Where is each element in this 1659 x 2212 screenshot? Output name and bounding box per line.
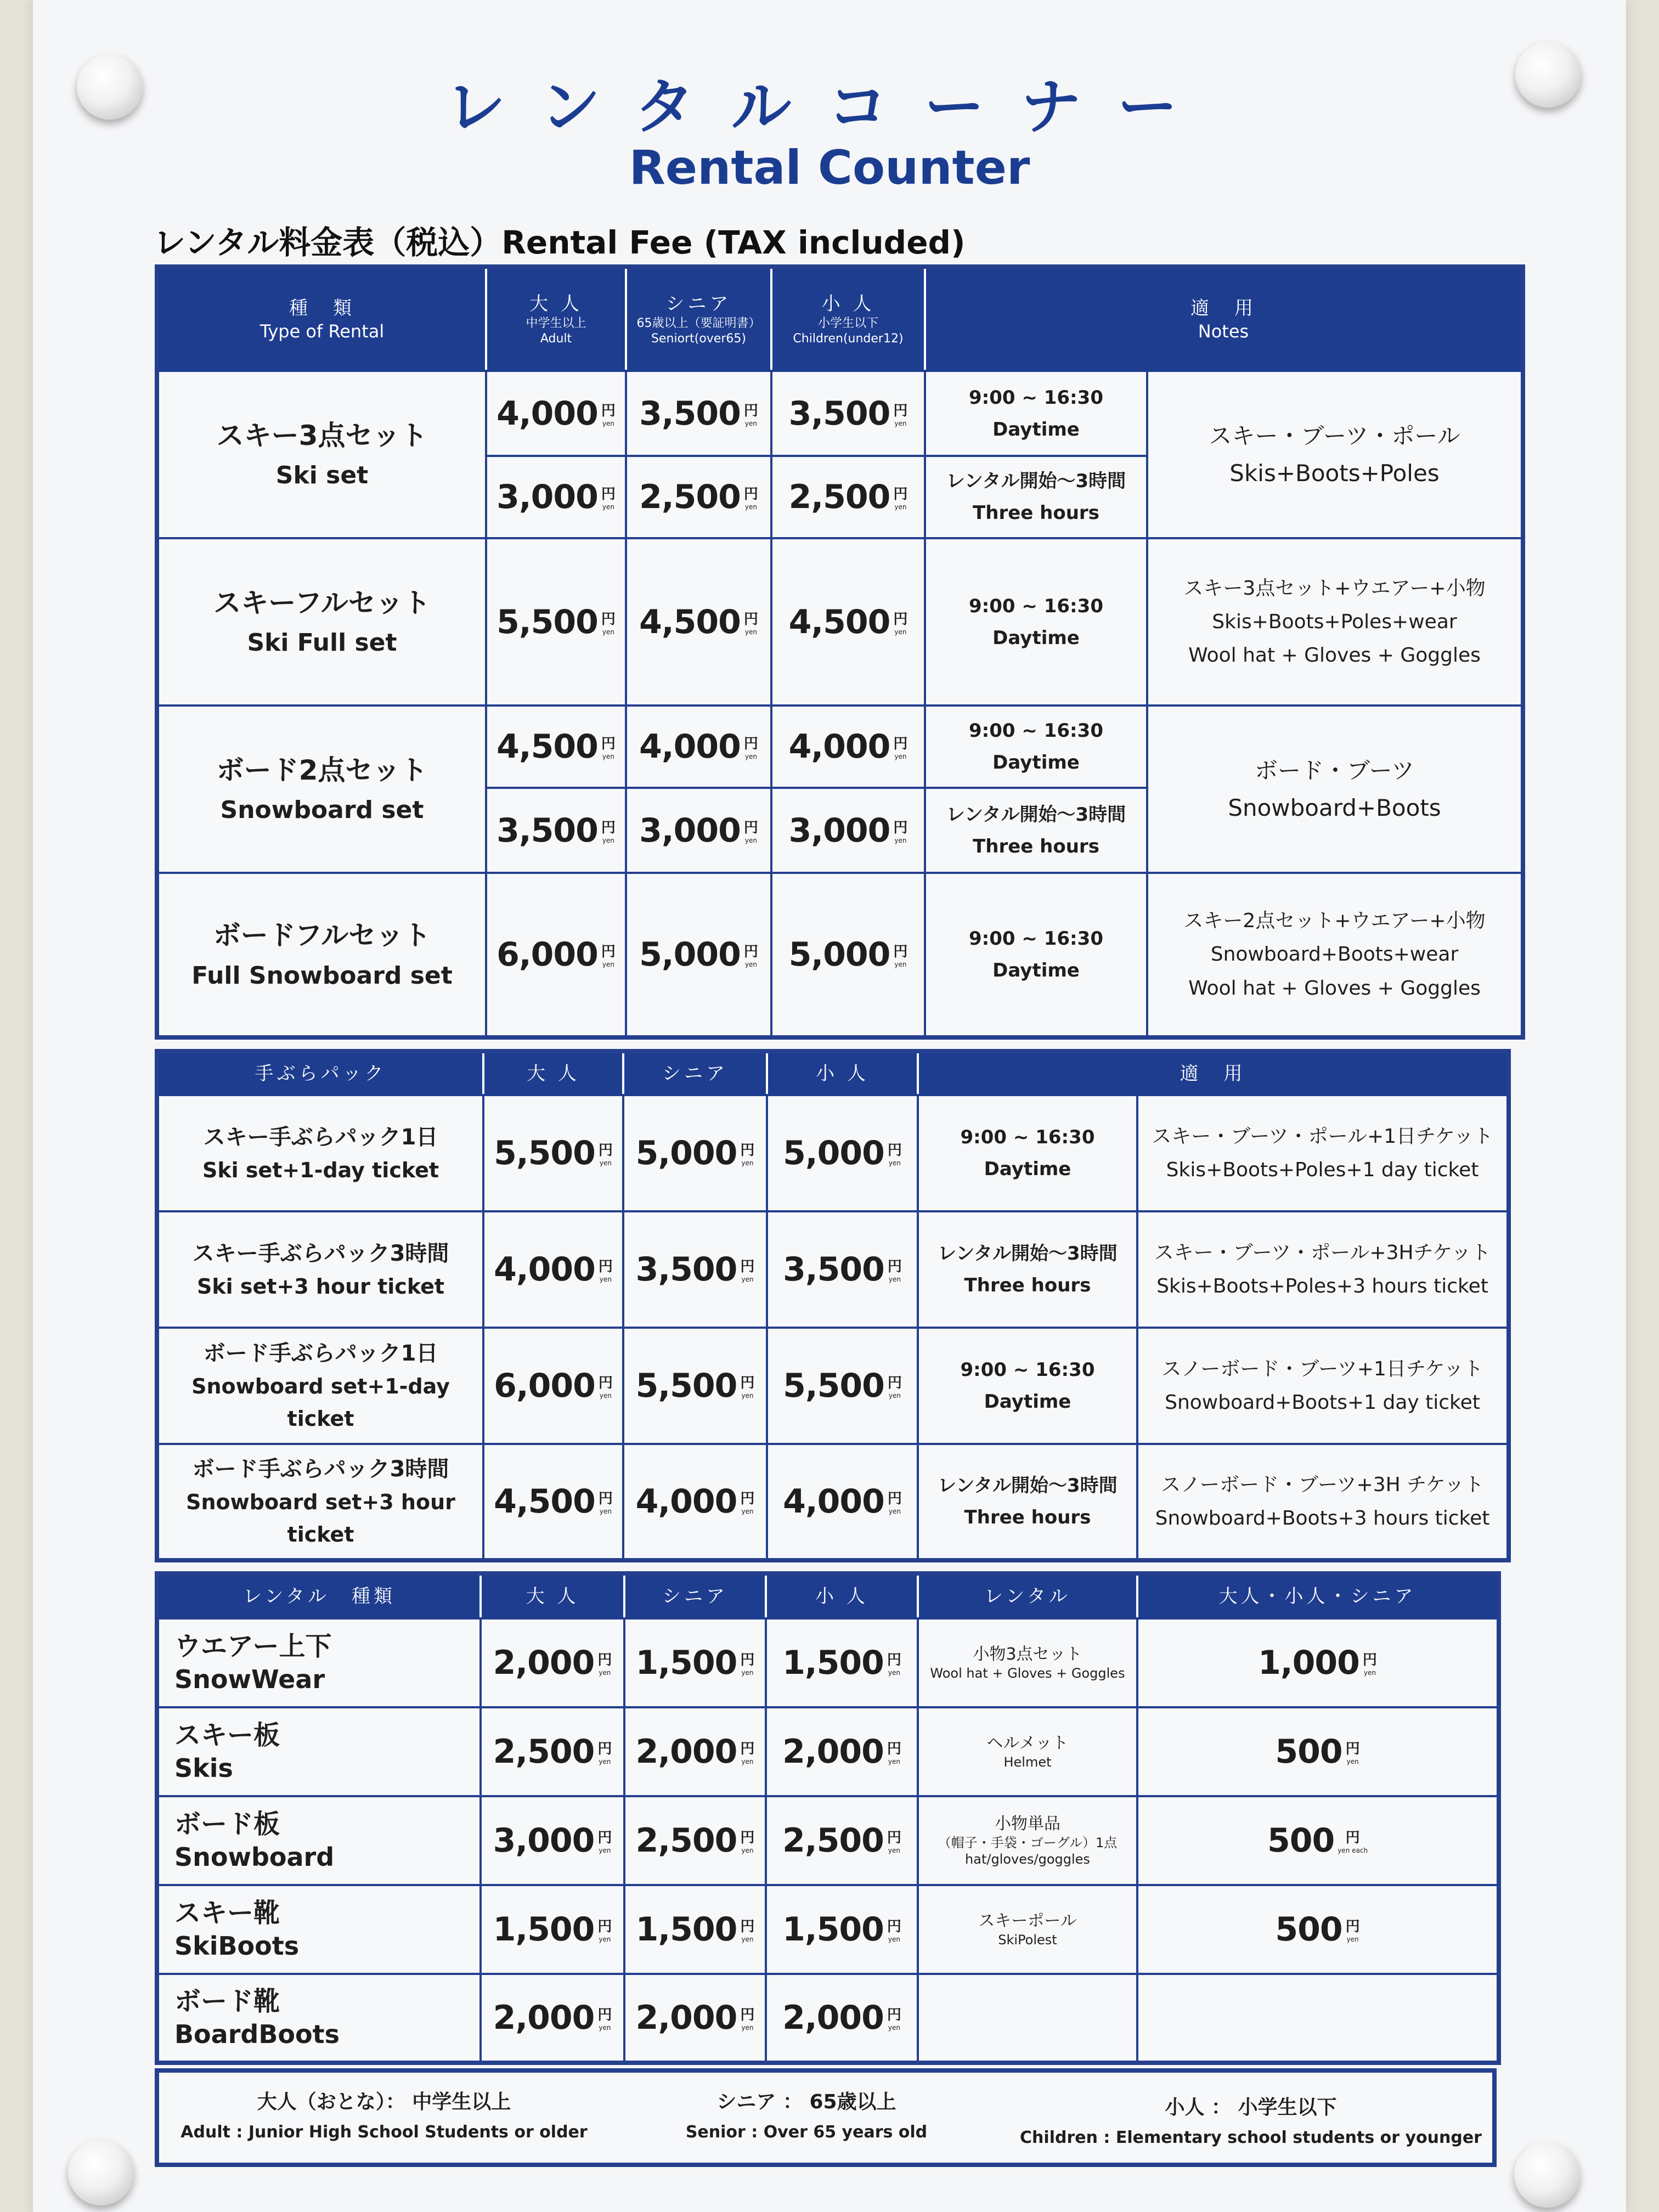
pin-bottom-right (1514, 2142, 1580, 2208)
item-type: ボード板 Snowboard (157, 1796, 481, 1885)
empty-cell (1137, 1974, 1499, 2063)
price-senior: 5,500 円 yen (623, 1328, 767, 1444)
rental-fee-table (155, 264, 1525, 1040)
row-ski-full-set-type: スキーフルセット Ski Full set (157, 538, 486, 706)
header-children: 小 人 (767, 1051, 918, 1095)
price-children: 2,500 円 yen (766, 1796, 918, 1885)
price-senior: 2,000 円 yen (624, 1974, 766, 2063)
header-adult: 大 人 (481, 1573, 624, 1618)
header-senior: シニア (624, 1573, 766, 1618)
accessory-price: 500 円 yen (1137, 1707, 1499, 1796)
price-senior: 3,000 円 yen (626, 788, 771, 873)
accessory-name: スキーポール SkiPolest (918, 1885, 1137, 1974)
notes-cell: スキー・ブーツ・ポール Skis+Boots+Poles (1147, 371, 1523, 538)
header-type: 手ぶらパック (157, 1051, 483, 1095)
time-cell: 9:00 ~ 16:30 Daytime (918, 1095, 1137, 1211)
header-type: 種 類 Type of Rental (157, 267, 486, 371)
price-senior: 2,500 円 yen (626, 456, 771, 538)
package-type: ボード手ぶらパック1日 Snowboard set+1-day ticket (157, 1328, 483, 1444)
time-cell: 9:00 ~ 16:30 Daytime (918, 1328, 1137, 1444)
price-adult: 5,500 円 yen (486, 538, 626, 706)
price-children: 2,000 円 yen (766, 1974, 918, 2063)
price-adult: 2,000 円 yen (481, 1618, 624, 1707)
price-adult: 6,000 円 yen (486, 873, 626, 1037)
price-adult: 5,500 円 yen (483, 1095, 623, 1211)
notes-cell: スキー・ブーツ・ポール+1日チケット Skis+Boots+Poles+1 day ticket (1137, 1095, 1509, 1211)
time-cell: レンタル開始～3時間 Three hours (925, 456, 1147, 538)
legend-senior: シニア ： 65歳以上 Senior : Over 65 years old (685, 2091, 928, 2142)
price-senior: 2,000 円 yen (624, 1707, 766, 1796)
item-type: スキー靴 SkiBoots (157, 1885, 481, 1974)
price-children: 2,000 円 yen (766, 1707, 918, 1796)
time-cell: 9:00 ~ 16:30 Daytime (925, 873, 1147, 1037)
header-children: 小 人 小学生以下 Children(under12) (771, 267, 925, 371)
accessory-price: 500 円 yen (1137, 1885, 1499, 1974)
price-children: 4,000 円 yen (767, 1444, 918, 1560)
accessory-price: 1,000 円 yen (1137, 1618, 1499, 1707)
package-type: ボード手ぶらパック3時間 Snowboard set+3 hour ticket (157, 1444, 483, 1560)
price-children: 5,000 円 yen (767, 1095, 918, 1211)
row-ski-set-type: スキー3点セット Ski set (157, 371, 486, 538)
price-adult: 3,500 円 yen (486, 788, 626, 873)
header-children: 小 人 (766, 1573, 918, 1618)
price-senior: 3,500 円 yen (626, 371, 771, 456)
notes-cell: スキー3点セット+ウエアー+小物 Skis+Boots+Poles+wear Wool hat + Gloves + Goggles (1147, 538, 1523, 706)
price-children: 1,500 円 yen (766, 1618, 918, 1707)
single-item-table (155, 1571, 1501, 2065)
pin-bottom-left (68, 2140, 134, 2205)
price-children: 2,500 円 yen (771, 456, 925, 538)
age-legend (155, 2068, 1497, 2167)
price-children: 5,000 円 yen (771, 873, 925, 1037)
wall-left (0, 0, 33, 2212)
header-adult: 大 人 中学生以上 Adult (486, 267, 626, 371)
legend-adult: 大人（おとな）： 中学生以上 Adult : Junior High School Students or older (180, 2091, 588, 2142)
time-cell: 9:00 ~ 16:30 Daytime (925, 706, 1147, 788)
time-cell: 9:00 ~ 16:30 Daytime (925, 538, 1147, 706)
price-senior: 1,500 円 yen (624, 1618, 766, 1707)
header-senior: シニア 65歳以上（要証明書） Seniort(over65) (626, 267, 771, 371)
price-senior: 1,500 円 yen (624, 1885, 766, 1974)
price-children: 5,500 円 yen (767, 1328, 918, 1444)
package-table (155, 1049, 1511, 1562)
row-full-snowboard-set-type: ボードフルセット Full Snowboard set (157, 873, 486, 1037)
wall-right (1626, 0, 1659, 2212)
price-adult: 4,000 円 yen (486, 371, 626, 456)
price-senior: 4,500 円 yen (626, 538, 771, 706)
accessory-name: ヘルメット Helmet (918, 1707, 1137, 1796)
price-adult: 4,500 円 yen (483, 1444, 623, 1560)
item-type: スキー板 Skis (157, 1707, 481, 1796)
price-children: 4,500 円 yen (771, 538, 925, 706)
price-senior: 4,000 円 yen (623, 1444, 767, 1560)
header-senior: シニア (623, 1051, 767, 1095)
package-type: スキー手ぶらパック3時間 Ski set+3 hour ticket (157, 1211, 483, 1328)
notes-cell: ボード・ブーツ Snowboard+Boots (1147, 706, 1523, 873)
time-cell: 9:00 ~ 16:30 Daytime (925, 371, 1147, 456)
price-adult: 4,000 円 yen (483, 1211, 623, 1328)
time-cell: レンタル開始～3時間 Three hours (925, 788, 1147, 873)
price-adult: 6,000 円 yen (483, 1328, 623, 1444)
item-type: ウエアー上下 SnowWear (157, 1618, 481, 1707)
fee-heading: レンタル料金表（税込）Rental Fee (TAX included) (154, 224, 966, 261)
price-adult: 4,500 円 yen (486, 706, 626, 788)
empty-cell (918, 1974, 1137, 2063)
page-title-jp: レンタルコーナー (445, 72, 1214, 142)
notes-cell: スノーボード・ブーツ+1日チケット Snowboard+Boots+1 day ticket (1137, 1328, 1509, 1444)
notes-cell: スキー・ブーツ・ポール+3Hチケット Skis+Boots+Poles+3 hours ticket (1137, 1211, 1509, 1328)
row-snowboard-set-type: ボード2点セット Snowboard set (157, 706, 486, 873)
price-senior: 2,500 円 yen (624, 1796, 766, 1885)
price-adult: 2,000 円 yen (481, 1974, 624, 2063)
time-cell: レンタル開始～3時間 Three hours (918, 1444, 1137, 1560)
item-type: ボード靴 BoardBoots (157, 1974, 481, 2063)
accessory-name: 小物3点セット Wool hat + Gloves + Goggles (918, 1618, 1137, 1707)
price-children: 1,500 円 yen (766, 1885, 918, 1974)
price-adult: 3,000 円 yen (486, 456, 626, 538)
header-rental: レンタル (918, 1573, 1137, 1618)
header-all-ages: 大人・小人・シニア (1137, 1573, 1499, 1618)
price-senior: 4,000 円 yen (626, 706, 771, 788)
page-title-en: Rental Counter (629, 140, 1030, 195)
price-senior: 5,000 円 yen (623, 1095, 767, 1211)
price-children: 3,500 円 yen (767, 1211, 918, 1328)
price-senior: 3,500 円 yen (623, 1211, 767, 1328)
price-children: 4,000 円 yen (771, 706, 925, 788)
price-adult: 2,500 円 yen (481, 1707, 624, 1796)
accessory-price: 500 円 yen each (1137, 1796, 1499, 1885)
accessory-name: 小物単品 （帽子・手袋・ゴーグル）1点 hat/gloves/goggles (918, 1796, 1137, 1885)
header-notes: 適 用 (918, 1051, 1509, 1095)
header-adult: 大 人 (483, 1051, 623, 1095)
legend-children: 小人 ： 小学生以下 Children : Elementary school students or younger (1020, 2096, 1482, 2147)
notes-cell: スノーボード・ブーツ+3H チケット Snowboard+Boots+3 hours ticket (1137, 1444, 1509, 1560)
price-adult: 1,500 円 yen (481, 1885, 624, 1974)
price-senior: 5,000 円 yen (626, 873, 771, 1037)
time-cell: レンタル開始～3時間 Three hours (918, 1211, 1137, 1328)
price-children: 3,000 円 yen (771, 788, 925, 873)
header-notes: 適 用 Notes (925, 267, 1523, 371)
price-children: 3,500 円 yen (771, 371, 925, 456)
header-type: レンタル 種類 (157, 1573, 481, 1618)
price-adult: 3,000 円 yen (481, 1796, 624, 1885)
notes-cell: スキー2点セット+ウエアー+小物 Snowboard+Boots+wear Wool hat + Gloves + Goggles (1147, 873, 1523, 1037)
package-type: スキー手ぶらパック1日 Ski set+1-day ticket (157, 1095, 483, 1211)
